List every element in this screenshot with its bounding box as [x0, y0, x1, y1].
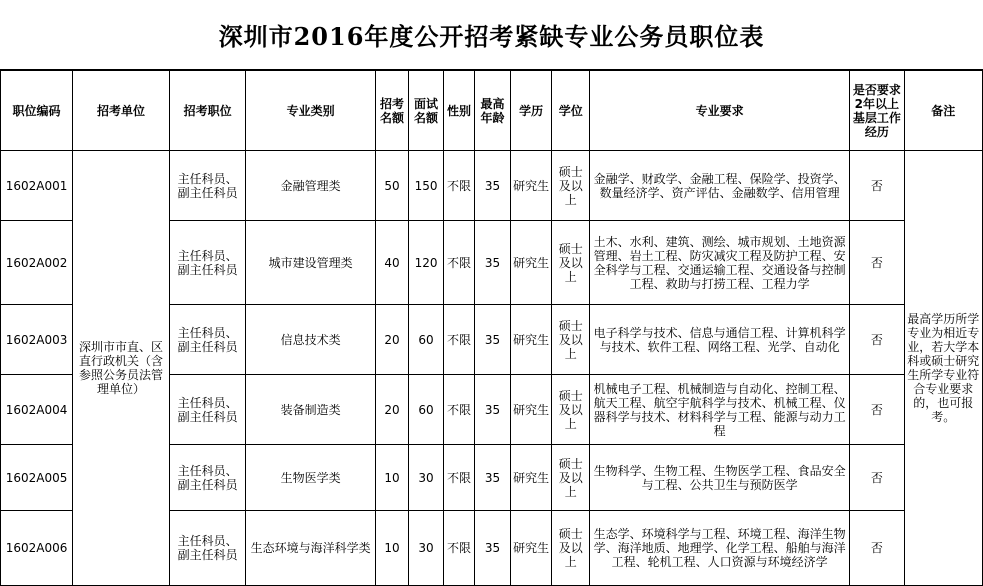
cell-position: 主任科员、副主任科员 — [169, 511, 245, 586]
cell-quota: 50 — [376, 151, 409, 221]
cell-degree: 硕士及以上 — [552, 511, 590, 586]
col-header-interview: 面试名额 — [409, 71, 444, 151]
cell-code: 1602A005 — [1, 445, 73, 511]
cell-education: 研究生 — [511, 375, 552, 445]
header-row — [1, 71, 983, 151]
col-header-code: 职位编码 — [1, 71, 73, 151]
cell-quota: 20 — [376, 375, 409, 445]
cell-education: 研究生 — [511, 305, 552, 375]
cell-gender: 不限 — [444, 221, 475, 305]
cell-quota: 10 — [376, 445, 409, 511]
cell-gender: 不限 — [444, 151, 475, 221]
cell-quota: 10 — [376, 511, 409, 586]
cell-grassroots: 否 — [850, 511, 905, 586]
cell-gender: 不限 — [444, 511, 475, 586]
cell-category: 生物医学类 — [246, 445, 376, 511]
cell-interview: 30 — [409, 511, 444, 586]
col-header-grassroots: 是否要求2年以上基层工作经历 — [850, 71, 905, 151]
cell-grassroots: 否 — [850, 305, 905, 375]
cell-requirements: 土木、水利、建筑、测绘、城市规划、土地资源管理、岩土工程、防灾减灾工程及防护工程、安全科学与工程、交通运输工程、交通设备与控制工程、救助与打捞工程、工程力学 — [590, 221, 850, 305]
cell-code: 1602A004 — [1, 375, 73, 445]
cell-degree: 硕士及以上 — [552, 375, 590, 445]
cell-code: 1602A001 — [1, 151, 73, 221]
cell-category: 金融管理类 — [246, 151, 376, 221]
cell-requirements: 生态学、环境科学与工程、环境工程、海洋生物学、海洋地质、地理学、化学工程、船舶与海洋工程、轮机工程、人口资源与环境经济学 — [590, 511, 850, 586]
cell-requirements: 电子科学与技术、信息与通信工程、计算机科学与技术、软件工程、网络工程、光学、自动化 — [590, 305, 850, 375]
cell-education: 研究生 — [511, 511, 552, 586]
cell-gender: 不限 — [444, 375, 475, 445]
cell-gender: 不限 — [444, 445, 475, 511]
cell-code: 1602A003 — [1, 305, 73, 375]
cell-max-age: 35 — [474, 511, 510, 586]
cell-category: 生态环境与海洋科学类 — [246, 511, 376, 586]
cell-max-age: 35 — [474, 221, 510, 305]
col-header-quota: 招考名额 — [376, 71, 409, 151]
col-header-position: 招考职位 — [169, 71, 245, 151]
cell-position: 主任科员、副主任科员 — [169, 151, 245, 221]
cell-category: 信息技术类 — [246, 305, 376, 375]
cell-education: 研究生 — [511, 445, 552, 511]
cell-unit: 深圳市市直、区直行政机关（含参照公务员法管理单位） — [73, 151, 170, 586]
cell-interview: 30 — [409, 445, 444, 511]
cell-interview: 150 — [409, 151, 444, 221]
cell-grassroots: 否 — [850, 221, 905, 305]
cell-position: 主任科员、副主任科员 — [169, 221, 245, 305]
cell-interview: 60 — [409, 375, 444, 445]
cell-position: 主任科员、副主任科员 — [169, 305, 245, 375]
table-row — [1, 151, 983, 221]
cell-remarks: 最高学历所学专业为相近专业，若大学本科或硕士研究生所学专业符合专业要求的，也可报考。 — [904, 151, 982, 586]
cell-position: 主任科员、副主任科员 — [169, 445, 245, 511]
cell-max-age: 35 — [474, 151, 510, 221]
cell-requirements: 金融学、财政学、金融工程、保险学、投资学、数量经济学、资产评估、金融数学、信用管理 — [590, 151, 850, 221]
cell-education: 研究生 — [511, 221, 552, 305]
col-header-category: 专业类别 — [246, 71, 376, 151]
cell-position: 主任科员、副主任科员 — [169, 375, 245, 445]
page-title: 深圳市2016年度公开招考紧缺专业公务员职位表 — [0, 0, 983, 70]
col-header-education: 学历 — [511, 71, 552, 151]
cell-interview: 60 — [409, 305, 444, 375]
cell-requirements: 机械电子工程、机械制造与自动化、控制工程、航天工程、航空宇航科学与技术、机械工程、仪器科学与技术、材料科学与工程、能源与动力工程 — [590, 375, 850, 445]
cell-grassroots: 否 — [850, 375, 905, 445]
cell-max-age: 35 — [474, 305, 510, 375]
cell-degree: 硕士及以上 — [552, 305, 590, 375]
cell-category: 城市建设管理类 — [246, 221, 376, 305]
cell-quota: 20 — [376, 305, 409, 375]
cell-code: 1602A006 — [1, 511, 73, 586]
cell-quota: 40 — [376, 221, 409, 305]
col-header-degree: 学位 — [552, 71, 590, 151]
cell-grassroots: 否 — [850, 445, 905, 511]
cell-degree: 硕士及以上 — [552, 221, 590, 305]
cell-gender: 不限 — [444, 305, 475, 375]
col-header-max-age: 最高年龄 — [474, 71, 510, 151]
cell-category: 装备制造类 — [246, 375, 376, 445]
cell-education: 研究生 — [511, 151, 552, 221]
cell-degree: 硕士及以上 — [552, 445, 590, 511]
job-table — [0, 70, 983, 586]
col-header-unit: 招考单位 — [73, 71, 170, 151]
cell-interview: 120 — [409, 221, 444, 305]
col-header-requirements: 专业要求 — [590, 71, 850, 151]
cell-degree: 硕士及以上 — [552, 151, 590, 221]
col-header-remarks: 备注 — [904, 71, 982, 151]
cell-grassroots: 否 — [850, 151, 905, 221]
cell-max-age: 35 — [474, 375, 510, 445]
cell-max-age: 35 — [474, 445, 510, 511]
cell-code: 1602A002 — [1, 221, 73, 305]
cell-requirements: 生物科学、生物工程、生物医学工程、食品安全与工程、公共卫生与预防医学 — [590, 445, 850, 511]
col-header-gender: 性别 — [444, 71, 475, 151]
